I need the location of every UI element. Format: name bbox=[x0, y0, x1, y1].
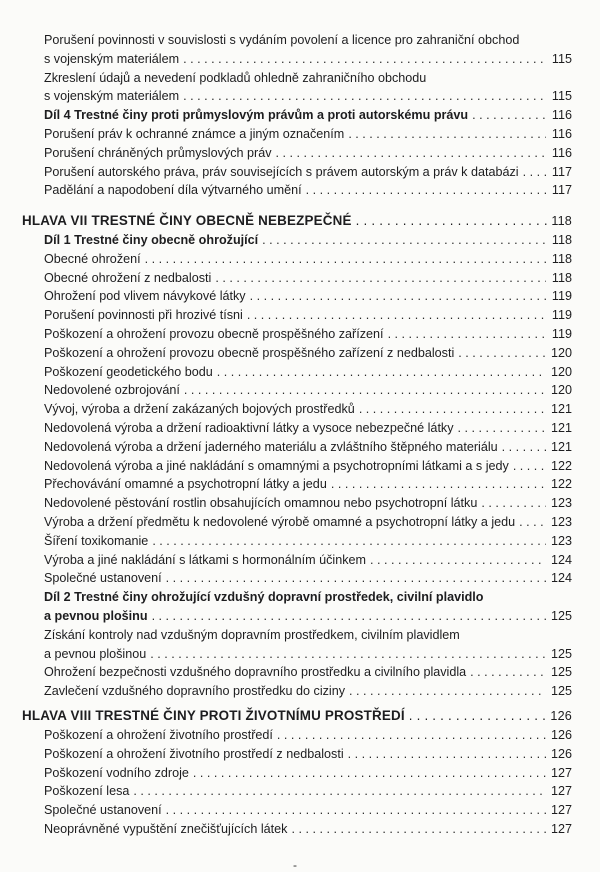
toc-entry bbox=[44, 270, 572, 286]
toc-entry bbox=[44, 420, 572, 436]
toc-entry bbox=[44, 514, 572, 530]
toc-entry bbox=[44, 765, 572, 781]
toc-entry-title: a pevnou plošinu bbox=[44, 609, 148, 623]
dot-leader bbox=[359, 401, 546, 417]
toc-entry-title: Nedovolená výroba a držení jaderného materiálu a zvláštního štěpného materiálu bbox=[44, 439, 498, 454]
toc-entry bbox=[44, 382, 572, 398]
toc-entry bbox=[44, 51, 572, 67]
toc-entry bbox=[44, 552, 572, 568]
dot-leader bbox=[250, 288, 546, 304]
dot-leader bbox=[217, 364, 546, 380]
dot-leader bbox=[152, 533, 546, 549]
dot-leader bbox=[388, 326, 546, 342]
dot-leader bbox=[276, 145, 547, 161]
toc-entry bbox=[44, 126, 572, 142]
toc-entry-title: Společné ustanovení bbox=[44, 803, 162, 818]
toc-entry-title: Přechovávání omamné a psychotropní látky a jedu bbox=[44, 477, 327, 492]
toc-entry-title: Nedovolené ozbrojování bbox=[44, 383, 180, 398]
toc-page-number: 127 bbox=[550, 765, 572, 780]
toc-page-number: 121 bbox=[550, 439, 572, 454]
toc-entry bbox=[44, 364, 572, 380]
dot-leader bbox=[152, 608, 546, 624]
dot-leader bbox=[183, 51, 546, 67]
toc-entry bbox=[44, 288, 572, 304]
chapter-title: HLAVA VIII TRESTNÉ ČINY PROTI ŽIVOTNÍMU PROSTŘEDÍ bbox=[22, 708, 405, 723]
toc-entry-title: Porušení práv k ochranné známce a jiným označením bbox=[44, 127, 345, 141]
toc-page-number: 116 bbox=[551, 108, 572, 123]
toc-entry-title: Obecné ohrožení z nedbalosti bbox=[44, 270, 212, 285]
dot-leader bbox=[519, 514, 546, 530]
toc-page-number: 127 bbox=[550, 784, 572, 799]
toc-entry bbox=[44, 683, 572, 699]
toc-entry bbox=[44, 307, 572, 323]
toc-entry-title: Výroba a držení předmětu k nedovolené výrobě omamné a psychotropní látky a jedu bbox=[44, 515, 516, 529]
toc-section-entry bbox=[44, 608, 572, 624]
page-number-footer: - bbox=[293, 858, 297, 872]
toc-entry-title: Nedovolená výroba a držení radioaktivní látky a vysoce nebezpečné látky bbox=[44, 421, 454, 435]
toc-page-number: 116 bbox=[551, 145, 572, 160]
toc-entry-title: Společné ustanovení bbox=[44, 571, 162, 586]
toc-entry-title: Padělání a napodobení díla výtvarného umění bbox=[44, 183, 302, 198]
toc-entry-title: Díl 1 Trestné činy obecně ohrožující bbox=[44, 233, 259, 247]
toc-page-number: 119 bbox=[551, 289, 572, 304]
dot-leader bbox=[409, 707, 547, 724]
dot-leader bbox=[150, 646, 546, 662]
toc-entry-title: s vojenským materiálem bbox=[44, 89, 180, 104]
dot-leader bbox=[166, 802, 546, 818]
toc-page-number: 127 bbox=[550, 822, 572, 836]
toc-page-number: 123 bbox=[550, 496, 572, 511]
toc-chapter-heading bbox=[22, 707, 572, 725]
toc-entry-text-continued: Zkreslení údajů a nevedení podkladů ohledně zahraničního obchodu bbox=[44, 70, 427, 85]
toc-entry-title: Nedovolené pěstování rostlin obsahujících omamnou nebo psychotropní látku bbox=[44, 496, 478, 511]
toc-page-number: 120 bbox=[550, 383, 572, 398]
toc-entry-title: Výroba a jiné nakládání s látkami s hormonálním účinkem bbox=[44, 552, 366, 567]
dot-leader bbox=[145, 251, 546, 267]
toc-entry-title: Obecné ohrožení bbox=[44, 251, 141, 266]
toc-entry bbox=[44, 345, 572, 361]
toc-entry bbox=[44, 182, 572, 198]
toc-page-number: 125 bbox=[550, 646, 572, 661]
toc-entry-title: Zavlečení vzdušného dopravního prostředku do ciziny bbox=[44, 684, 346, 699]
toc-page-number: 126 bbox=[550, 746, 572, 761]
toc-page-number: 120 bbox=[550, 345, 572, 360]
toc-page-number: 118 bbox=[551, 233, 572, 247]
toc-page-number: 117 bbox=[551, 164, 572, 179]
toc-page-number: 126 bbox=[550, 709, 572, 723]
toc-page-number: 122 bbox=[550, 458, 572, 473]
dot-leader bbox=[458, 345, 546, 361]
dot-leader bbox=[481, 495, 546, 511]
toc-entry-title: s vojenským materiálem bbox=[44, 51, 180, 66]
toc-page-number: 125 bbox=[550, 609, 572, 623]
toc-entry-title: Poškození lesa bbox=[44, 784, 130, 799]
toc-entry bbox=[44, 439, 572, 455]
toc-entry bbox=[44, 727, 572, 743]
toc-entry bbox=[44, 495, 572, 511]
toc-page-number: 117 bbox=[551, 183, 572, 198]
toc-entry-title: Poškození a ohrožení provozu obecně prospěšného zařízení bbox=[44, 327, 384, 341]
dot-leader bbox=[502, 439, 546, 455]
toc-entry bbox=[44, 646, 572, 662]
toc-entry bbox=[44, 746, 572, 762]
dot-leader bbox=[215, 270, 546, 286]
dot-leader bbox=[458, 420, 546, 436]
dot-leader bbox=[472, 107, 546, 123]
dot-leader bbox=[306, 182, 546, 198]
dot-leader bbox=[331, 476, 546, 492]
toc-entry-title: Poškození geodetického bodu bbox=[44, 364, 213, 379]
toc-entry-title: Díl 4 Trestné činy proti průmyslovým právům a proti autorskému právu bbox=[44, 108, 469, 123]
toc-entry-title: Vývoj, výroba a držení zakázaných bojových prostředků bbox=[44, 402, 355, 417]
toc-entry bbox=[44, 476, 572, 492]
dot-leader bbox=[356, 212, 548, 229]
toc-page-number: 125 bbox=[550, 665, 572, 680]
dot-leader bbox=[184, 382, 546, 398]
toc-entry-title: Porušení chráněných průmyslových práv bbox=[44, 145, 272, 160]
toc-page-number: 115 bbox=[551, 89, 572, 104]
toc-entry-title: Porušení povinnosti při hrozivé tísni bbox=[44, 308, 243, 323]
toc-entry bbox=[44, 88, 572, 104]
chapter-title: HLAVA VII TRESTNÉ ČINY OBECNĚ NEBEZPEČNÉ bbox=[22, 213, 352, 228]
toc-entry-text-continued: Získání kontroly nad vzdušným dopravním prostředkem, civilním plavidlem bbox=[44, 627, 460, 642]
dot-leader bbox=[133, 783, 546, 799]
toc-entry-title: Porušení autorského práva, práv souvisejících s právem autorským a práv k databázi bbox=[44, 164, 519, 179]
toc-page-number: 126 bbox=[550, 728, 572, 742]
toc-page-number: 115 bbox=[551, 51, 572, 66]
toc-entry-text-continued: Porušení povinnosti v souvislosti s vydáním povolení a licence pro zahraniční obchod bbox=[44, 33, 520, 47]
toc-entry-title: Poškození vodního zdroje bbox=[44, 765, 189, 780]
toc-page-number: 120 bbox=[550, 364, 572, 379]
toc-page-number: 118 bbox=[551, 270, 572, 285]
toc-entry bbox=[44, 458, 572, 474]
toc-entry bbox=[44, 145, 572, 161]
dot-leader bbox=[370, 552, 546, 568]
toc-entry-title: Poškození a ohrožení životního prostředí bbox=[44, 728, 273, 742]
toc-chapter-heading bbox=[22, 212, 572, 230]
toc-section-entry bbox=[44, 107, 572, 123]
toc-page-number: 122 bbox=[550, 477, 572, 492]
toc-entry bbox=[44, 802, 572, 818]
toc-page-number: 127 bbox=[550, 803, 572, 818]
toc-page-number: 121 bbox=[550, 402, 572, 417]
toc-page-number: 118 bbox=[551, 251, 572, 266]
dot-leader bbox=[166, 570, 546, 586]
toc-entry-title: Nedovolená výroba a jiné nakládání s omamnými a psychotropními látkami a s jedy bbox=[44, 458, 509, 473]
toc-page-number: 121 bbox=[550, 421, 572, 435]
dot-leader bbox=[349, 683, 546, 699]
toc-entry bbox=[44, 570, 572, 586]
toc-page-number: 118 bbox=[551, 214, 572, 228]
toc-page-number: 119 bbox=[551, 308, 572, 323]
toc-entry-title: Ohrožení bezpečnosti vzdušného dopravního prostředku a civilního plavidla bbox=[44, 665, 467, 680]
toc-entry bbox=[44, 821, 572, 837]
toc-entry bbox=[44, 664, 572, 680]
toc-entry bbox=[44, 326, 572, 342]
toc-page-number: 123 bbox=[550, 515, 572, 529]
toc-page-number: 119 bbox=[551, 327, 572, 341]
dot-leader bbox=[183, 88, 546, 104]
dot-leader bbox=[277, 727, 546, 743]
toc-entry bbox=[44, 783, 572, 799]
toc-page-number: 116 bbox=[551, 127, 572, 141]
dot-leader bbox=[262, 232, 546, 248]
toc-entry-title: Šíření toxikomanie bbox=[44, 533, 149, 548]
toc-entry bbox=[44, 401, 572, 417]
toc-entry-title: Neoprávněné vypuštění znečišťujících látek bbox=[44, 822, 288, 836]
dot-leader bbox=[470, 664, 546, 680]
toc-entry bbox=[44, 251, 572, 267]
toc-section-entry bbox=[44, 232, 572, 248]
toc-entry-text-continued: Díl 2 Trestné činy ohrožující vzdušný dopravní prostředek, civilní plavidlo bbox=[44, 590, 484, 605]
toc-page-number: 125 bbox=[550, 684, 572, 699]
dot-leader bbox=[348, 126, 546, 142]
toc-entry-title: Poškození a ohrožení provozu obecně prospěšného zařízení z nedbalosti bbox=[44, 345, 455, 360]
toc-entry-title: Poškození a ohrožení životního prostředí z nedbalosti bbox=[44, 746, 344, 761]
toc-entry-title: a pevnou plošinou bbox=[44, 646, 147, 661]
toc-entry bbox=[44, 533, 572, 549]
toc-entry-title: Ohrožení pod vlivem návykové látky bbox=[44, 289, 246, 304]
toc-entry bbox=[44, 164, 572, 180]
toc-page-number: 124 bbox=[550, 571, 572, 586]
dot-leader bbox=[523, 164, 546, 180]
dot-leader bbox=[513, 458, 546, 474]
dot-leader bbox=[291, 821, 546, 837]
toc-page-number: 124 bbox=[550, 552, 572, 567]
dot-leader bbox=[348, 746, 546, 762]
dot-leader bbox=[193, 765, 546, 781]
toc-page-number: 123 bbox=[550, 533, 572, 548]
dot-leader bbox=[247, 307, 546, 323]
